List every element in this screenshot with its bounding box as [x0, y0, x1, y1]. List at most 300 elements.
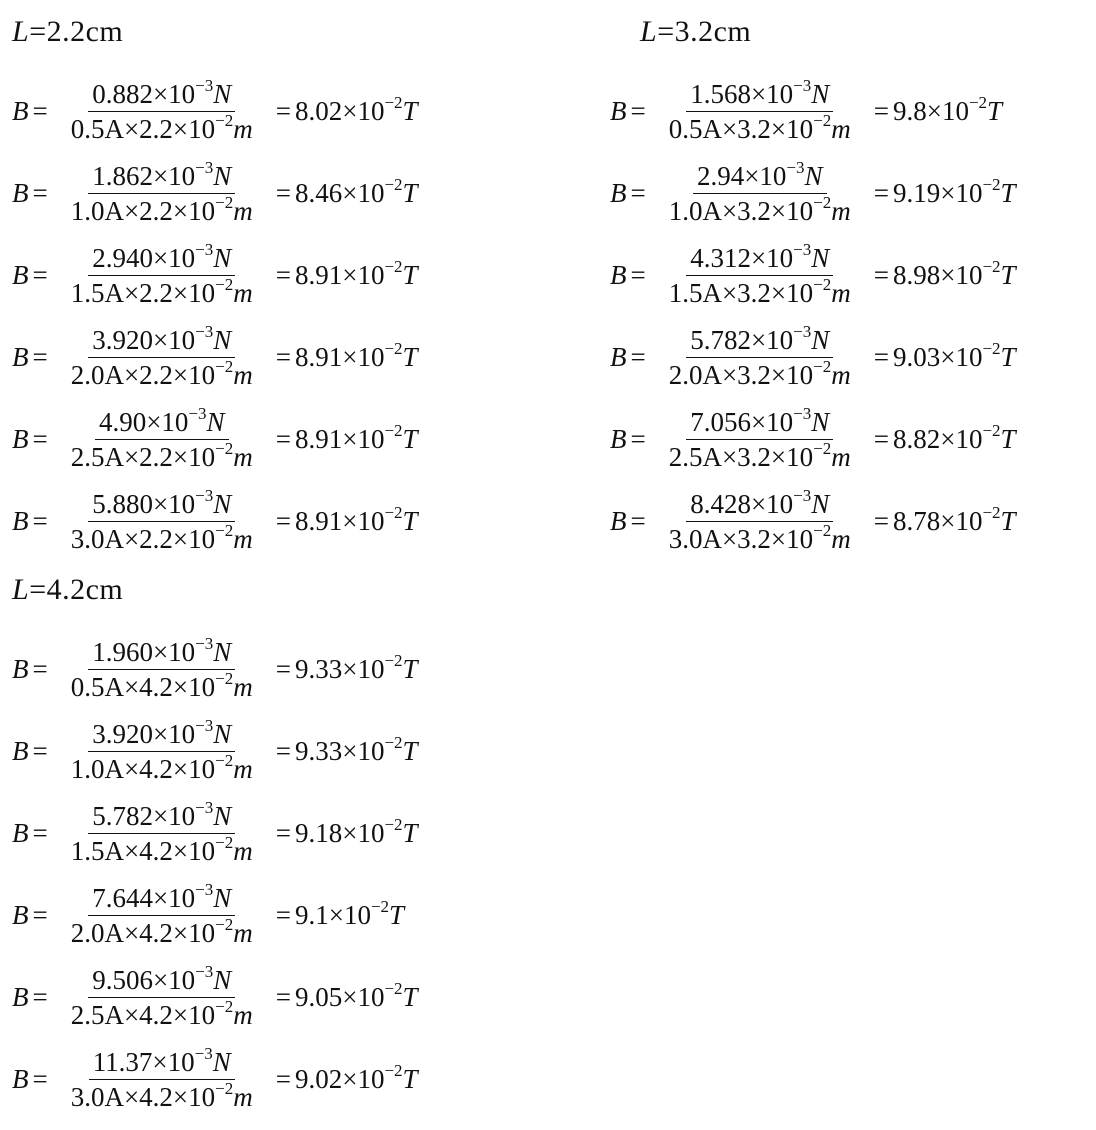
denominator-unit: m: [233, 753, 253, 784]
fraction: [52, 1045, 272, 1114]
equals-sign: =: [275, 899, 291, 930]
fraction-denominator: [67, 194, 257, 228]
equation-row: [12, 152, 418, 234]
numerator-exponent: −3: [195, 879, 214, 899]
numerator-value: 7.056×10: [690, 406, 794, 437]
result-exponent: −2: [384, 978, 403, 998]
equation-row: [610, 152, 1016, 234]
equation-lhs: B: [610, 341, 627, 372]
numerator-exponent: −3: [793, 321, 812, 341]
numerator-unit: N: [811, 406, 830, 437]
equation-row: [12, 316, 418, 398]
fraction-denominator: [67, 670, 257, 704]
calculation-group-l-4-2: [12, 570, 418, 1120]
numerator-exponent: −3: [195, 797, 214, 817]
fraction: [650, 323, 870, 392]
numerator-exponent: −3: [793, 485, 812, 505]
equation-result: [294, 338, 418, 373]
equation-result: [294, 732, 418, 767]
denominator-exponent: −2: [215, 520, 234, 540]
equation-row: [12, 234, 418, 316]
result-exponent: −2: [968, 92, 988, 112]
equals-sign: =: [630, 423, 646, 454]
equation-lhs: B: [610, 505, 627, 536]
fraction-numerator: [88, 323, 235, 358]
numerator-unit: N: [811, 324, 830, 355]
fraction-numerator: [88, 881, 235, 916]
fraction-denominator: [67, 522, 257, 556]
equals-sign: =: [630, 177, 646, 208]
denominator-value: 3.0A×2.2×10: [70, 523, 216, 554]
equation-result: [892, 338, 1016, 373]
numerator-unit: N: [811, 242, 830, 273]
numerator-exponent: −3: [188, 403, 207, 423]
equation-row: [610, 480, 1016, 562]
equation-lhs: B: [610, 423, 627, 454]
denominator-unit: m: [233, 671, 253, 702]
heading-variable: L: [12, 573, 30, 606]
fraction: [52, 405, 272, 474]
equals-sign: =: [32, 981, 48, 1012]
equation-lhs: B: [12, 259, 29, 290]
denominator-unit: m: [233, 195, 253, 226]
fraction: [52, 241, 272, 310]
fraction-denominator: [67, 112, 257, 146]
numerator-exponent: −3: [195, 485, 214, 505]
equation-result: [892, 174, 1016, 209]
denominator-value: 2.0A×3.2×10: [668, 359, 814, 390]
equation-result: [892, 256, 1016, 291]
denominator-value: 1.0A×4.2×10: [70, 753, 216, 784]
equation-result: [294, 978, 418, 1013]
equals-sign: =: [873, 505, 889, 536]
result-unit: T: [402, 259, 418, 290]
calculation-group-l-2-2: [12, 12, 418, 562]
numerator-unit: N: [811, 488, 830, 519]
numerator-unit: N: [213, 882, 232, 913]
denominator-unit: m: [233, 1081, 253, 1112]
equation-row: [12, 628, 418, 710]
equation-lhs: B: [12, 981, 29, 1012]
denominator-value: 1.0A×2.2×10: [70, 195, 216, 226]
fraction: [52, 159, 272, 228]
fraction: [650, 405, 870, 474]
numerator-value: 5.782×10: [690, 324, 794, 355]
fraction: [52, 487, 272, 556]
denominator-unit: m: [233, 999, 253, 1030]
denominator-value: 2.5A×3.2×10: [668, 441, 814, 472]
fraction-denominator: [67, 998, 257, 1032]
equation-row: [12, 710, 418, 792]
numerator-exponent: −3: [195, 961, 214, 981]
result-exponent: −2: [384, 814, 403, 834]
result-value: 9.02×10: [294, 1063, 385, 1094]
equation-lhs: B: [12, 423, 29, 454]
numerator-value: 11.37×10: [92, 1046, 195, 1077]
fraction-numerator: [686, 405, 833, 440]
numerator-value: 2.94×10: [696, 160, 787, 191]
equation-row: [12, 1038, 418, 1120]
denominator-exponent: −2: [215, 914, 234, 934]
equals-sign: =: [275, 177, 291, 208]
equation-lhs: B: [610, 95, 627, 126]
equals-sign: =: [32, 341, 48, 372]
equals-sign: =: [275, 505, 291, 536]
equation-row: [610, 316, 1016, 398]
equals-sign: =: [873, 95, 889, 126]
denominator-unit: m: [831, 113, 851, 144]
result-unit: T: [402, 505, 418, 536]
result-unit: T: [402, 177, 418, 208]
result-unit: T: [1000, 341, 1016, 372]
numerator-unit: N: [811, 78, 830, 109]
result-value: 8.78×10: [892, 505, 983, 536]
result-unit: T: [1000, 177, 1016, 208]
fraction-numerator: [686, 241, 833, 276]
equals-sign: =: [275, 423, 291, 454]
numerator-value: 2.940×10: [92, 242, 196, 273]
numerator-exponent: −3: [793, 403, 812, 423]
fraction: [52, 963, 272, 1032]
result-exponent: −2: [982, 338, 1001, 358]
denominator-exponent: −2: [215, 356, 234, 376]
fraction-numerator: [95, 405, 229, 440]
denominator-value: 3.0A×3.2×10: [668, 523, 814, 554]
result-unit: T: [402, 341, 418, 372]
equals-sign: =: [275, 981, 291, 1012]
denominator-exponent: −2: [813, 438, 832, 458]
result-exponent: −2: [370, 896, 390, 916]
fraction: [52, 799, 272, 868]
numerator-exponent: −3: [195, 239, 214, 259]
equation-row: [610, 234, 1016, 316]
fraction-denominator: [665, 112, 855, 146]
equals-sign: =: [275, 95, 291, 126]
denominator-exponent: −2: [813, 356, 832, 376]
equation-result: [294, 1060, 418, 1095]
denominator-exponent: −2: [215, 1078, 234, 1098]
numerator-unit: N: [213, 800, 232, 831]
numerator-unit: N: [213, 636, 232, 667]
equation-result: [294, 896, 405, 931]
denominator-exponent: −2: [813, 192, 832, 212]
equals-sign: =: [873, 259, 889, 290]
result-exponent: −2: [982, 420, 1001, 440]
result-value: 9.1×10: [294, 899, 371, 930]
fraction-numerator: [88, 963, 235, 998]
equation-lhs: B: [12, 653, 29, 684]
denominator-exponent: −2: [215, 996, 234, 1016]
fraction: [52, 717, 272, 786]
denominator-exponent: −2: [813, 110, 832, 130]
numerator-value: 3.920×10: [92, 324, 196, 355]
fraction-denominator: [67, 752, 257, 786]
fraction-numerator: [88, 799, 235, 834]
numerator-unit: N: [213, 78, 232, 109]
equation-row: [12, 956, 418, 1038]
fraction: [650, 487, 870, 556]
group-heading: [12, 570, 418, 610]
equation-result: [892, 420, 1016, 455]
result-exponent: −2: [384, 92, 403, 112]
equation-lhs: B: [12, 505, 29, 536]
result-exponent: −2: [384, 650, 403, 670]
numerator-exponent: −3: [195, 633, 214, 653]
numerator-value: 3.920×10: [92, 718, 196, 749]
fraction-numerator: [88, 241, 235, 276]
numerator-exponent: −3: [195, 75, 214, 95]
fraction-denominator: [67, 1080, 257, 1114]
result-value: 9.8×10: [892, 95, 969, 126]
numerator-unit: N: [213, 160, 232, 191]
equation-lhs: B: [12, 735, 29, 766]
heading-value: =4.2cm: [29, 573, 124, 606]
denominator-exponent: −2: [215, 668, 234, 688]
numerator-value: 1.960×10: [92, 636, 196, 667]
result-unit: T: [402, 981, 418, 1012]
denominator-exponent: −2: [813, 274, 832, 294]
numerator-unit: N: [206, 406, 225, 437]
result-unit: T: [402, 423, 418, 454]
equals-sign: =: [32, 653, 48, 684]
heading-value: =2.2cm: [29, 15, 124, 48]
equation-result: [294, 814, 418, 849]
denominator-unit: m: [831, 523, 851, 554]
equation-result: [892, 92, 1003, 127]
equals-sign: =: [32, 1063, 48, 1094]
fraction-numerator: [88, 635, 235, 670]
equation-result: [294, 92, 418, 127]
equation-lhs: B: [12, 95, 29, 126]
numerator-value: 1.862×10: [92, 160, 196, 191]
numerator-unit: N: [213, 324, 232, 355]
result-exponent: −2: [982, 174, 1001, 194]
numerator-exponent: −3: [195, 715, 214, 735]
equation-result: [294, 502, 418, 537]
result-value: 9.33×10: [294, 735, 385, 766]
denominator-unit: m: [233, 441, 253, 472]
fraction-denominator: [67, 916, 257, 950]
fraction-numerator: [88, 717, 235, 752]
numerator-exponent: −3: [793, 239, 812, 259]
denominator-value: 1.5A×3.2×10: [668, 277, 814, 308]
equals-sign: =: [275, 653, 291, 684]
denominator-unit: m: [831, 195, 851, 226]
fraction-numerator: [686, 323, 833, 358]
heading-variable: L: [12, 15, 30, 48]
result-unit: T: [402, 653, 418, 684]
numerator-unit: N: [212, 1046, 231, 1077]
denominator-value: 2.0A×2.2×10: [70, 359, 216, 390]
result-unit: T: [389, 899, 405, 930]
denominator-unit: m: [233, 359, 253, 390]
result-exponent: −2: [384, 256, 403, 276]
fraction: [52, 77, 272, 146]
fraction: [52, 881, 272, 950]
denominator-value: 0.5A×3.2×10: [668, 113, 814, 144]
fraction-numerator: [686, 487, 833, 522]
equation-row: [12, 792, 418, 874]
numerator-value: 9.506×10: [92, 964, 196, 995]
equation-lhs: B: [12, 177, 29, 208]
numerator-value: 4.312×10: [690, 242, 794, 273]
result-value: 8.46×10: [294, 177, 385, 208]
numerator-unit: N: [213, 488, 232, 519]
numerator-unit: N: [213, 718, 232, 749]
equals-sign: =: [32, 735, 48, 766]
equals-sign: =: [630, 259, 646, 290]
equation-result: [294, 650, 418, 685]
result-unit: T: [1000, 423, 1016, 454]
equals-sign: =: [32, 95, 48, 126]
denominator-unit: m: [233, 113, 253, 144]
equation-lhs: B: [12, 899, 29, 930]
equation-lhs: B: [12, 341, 29, 372]
equation-result: [294, 256, 418, 291]
numerator-exponent: −3: [793, 75, 812, 95]
result-exponent: −2: [384, 338, 403, 358]
result-exponent: −2: [384, 502, 403, 522]
equation-lhs: B: [610, 259, 627, 290]
fraction-denominator: [665, 522, 855, 556]
equation-row: [12, 874, 418, 956]
equals-sign: =: [32, 259, 48, 290]
denominator-value: 2.0A×4.2×10: [70, 917, 216, 948]
fraction: [650, 77, 870, 146]
fraction-numerator: [686, 77, 833, 112]
denominator-exponent: −2: [215, 274, 234, 294]
numerator-value: 0.882×10: [92, 78, 196, 109]
equals-sign: =: [873, 177, 889, 208]
result-value: 8.98×10: [892, 259, 983, 290]
equals-sign: =: [630, 505, 646, 536]
group-heading: [12, 12, 418, 52]
denominator-unit: m: [831, 277, 851, 308]
result-value: 8.02×10: [294, 95, 385, 126]
result-exponent: −2: [982, 256, 1001, 276]
denominator-exponent: −2: [215, 438, 234, 458]
result-value: 9.19×10: [892, 177, 983, 208]
equation-row: [12, 480, 418, 562]
denominator-value: 2.5A×2.2×10: [70, 441, 216, 472]
denominator-unit: m: [831, 359, 851, 390]
equation-lhs: B: [12, 817, 29, 848]
denominator-unit: m: [831, 441, 851, 472]
denominator-exponent: −2: [215, 110, 234, 130]
heading-variable: L: [640, 15, 658, 48]
result-value: 8.91×10: [294, 259, 385, 290]
equals-sign: =: [630, 95, 646, 126]
fraction-numerator: [88, 487, 235, 522]
numerator-value: 5.880×10: [92, 488, 196, 519]
result-unit: T: [402, 95, 418, 126]
numerator-value: 5.782×10: [92, 800, 196, 831]
result-exponent: −2: [384, 732, 403, 752]
fraction: [650, 159, 870, 228]
equation-row: [12, 398, 418, 480]
result-value: 9.33×10: [294, 653, 385, 684]
equals-sign: =: [32, 817, 48, 848]
numerator-exponent: −3: [195, 157, 214, 177]
result-exponent: −2: [384, 174, 403, 194]
denominator-unit: m: [233, 277, 253, 308]
equals-sign: =: [32, 423, 48, 454]
equals-sign: =: [275, 735, 291, 766]
fraction-numerator: [88, 159, 235, 194]
fraction-denominator: [665, 440, 855, 474]
numerator-unit: N: [213, 964, 232, 995]
equals-sign: =: [275, 259, 291, 290]
calculation-group-l-3-2: [610, 12, 1016, 562]
equals-sign: =: [275, 817, 291, 848]
denominator-value: 1.5A×4.2×10: [70, 835, 216, 866]
result-value: 9.03×10: [892, 341, 983, 372]
equals-sign: =: [32, 899, 48, 930]
result-value: 8.91×10: [294, 505, 385, 536]
equation-result: [294, 420, 418, 455]
fraction-numerator: [88, 77, 235, 112]
result-unit: T: [987, 95, 1003, 126]
equation-lhs: B: [12, 1063, 29, 1094]
result-unit: T: [1000, 505, 1016, 536]
equation-result: [294, 174, 418, 209]
fraction: [52, 323, 272, 392]
heading-value: =3.2cm: [657, 15, 752, 48]
fraction-denominator: [67, 276, 257, 310]
denominator-exponent: −2: [215, 750, 234, 770]
result-value: 9.18×10: [294, 817, 385, 848]
denominator-exponent: −2: [215, 832, 234, 852]
result-exponent: −2: [384, 1060, 403, 1080]
equals-sign: =: [873, 341, 889, 372]
equals-sign: =: [630, 341, 646, 372]
fraction: [52, 635, 272, 704]
fraction: [650, 241, 870, 310]
fraction-numerator: [89, 1045, 235, 1080]
denominator-unit: m: [233, 835, 253, 866]
fraction-denominator: [665, 358, 855, 392]
denominator-exponent: −2: [215, 192, 234, 212]
numerator-unit: N: [804, 160, 823, 191]
result-exponent: −2: [384, 420, 403, 440]
fraction-denominator: [67, 834, 257, 868]
denominator-value: 2.5A×4.2×10: [70, 999, 216, 1030]
result-unit: T: [402, 1063, 418, 1094]
equals-sign: =: [275, 1063, 291, 1094]
result-value: 8.91×10: [294, 341, 385, 372]
numerator-exponent: −3: [194, 1043, 213, 1063]
numerator-value: 7.644×10: [92, 882, 196, 913]
fraction-denominator: [665, 276, 855, 310]
denominator-exponent: −2: [813, 520, 832, 540]
denominator-value: 0.5A×2.2×10: [70, 113, 216, 144]
numerator-value: 1.568×10: [690, 78, 794, 109]
denominator-unit: m: [233, 523, 253, 554]
result-unit: T: [402, 735, 418, 766]
result-value: 9.05×10: [294, 981, 385, 1012]
fraction-denominator: [67, 358, 257, 392]
numerator-value: 4.90×10: [98, 406, 189, 437]
result-exponent: −2: [982, 502, 1001, 522]
numerator-value: 8.428×10: [690, 488, 794, 519]
denominator-value: 0.5A×4.2×10: [70, 671, 216, 702]
equation-result: [892, 502, 1016, 537]
denominator-value: 3.0A×4.2×10: [70, 1081, 216, 1112]
numerator-exponent: −3: [786, 157, 805, 177]
result-value: 8.82×10: [892, 423, 983, 454]
result-unit: T: [402, 817, 418, 848]
equation-row: [610, 70, 1016, 152]
